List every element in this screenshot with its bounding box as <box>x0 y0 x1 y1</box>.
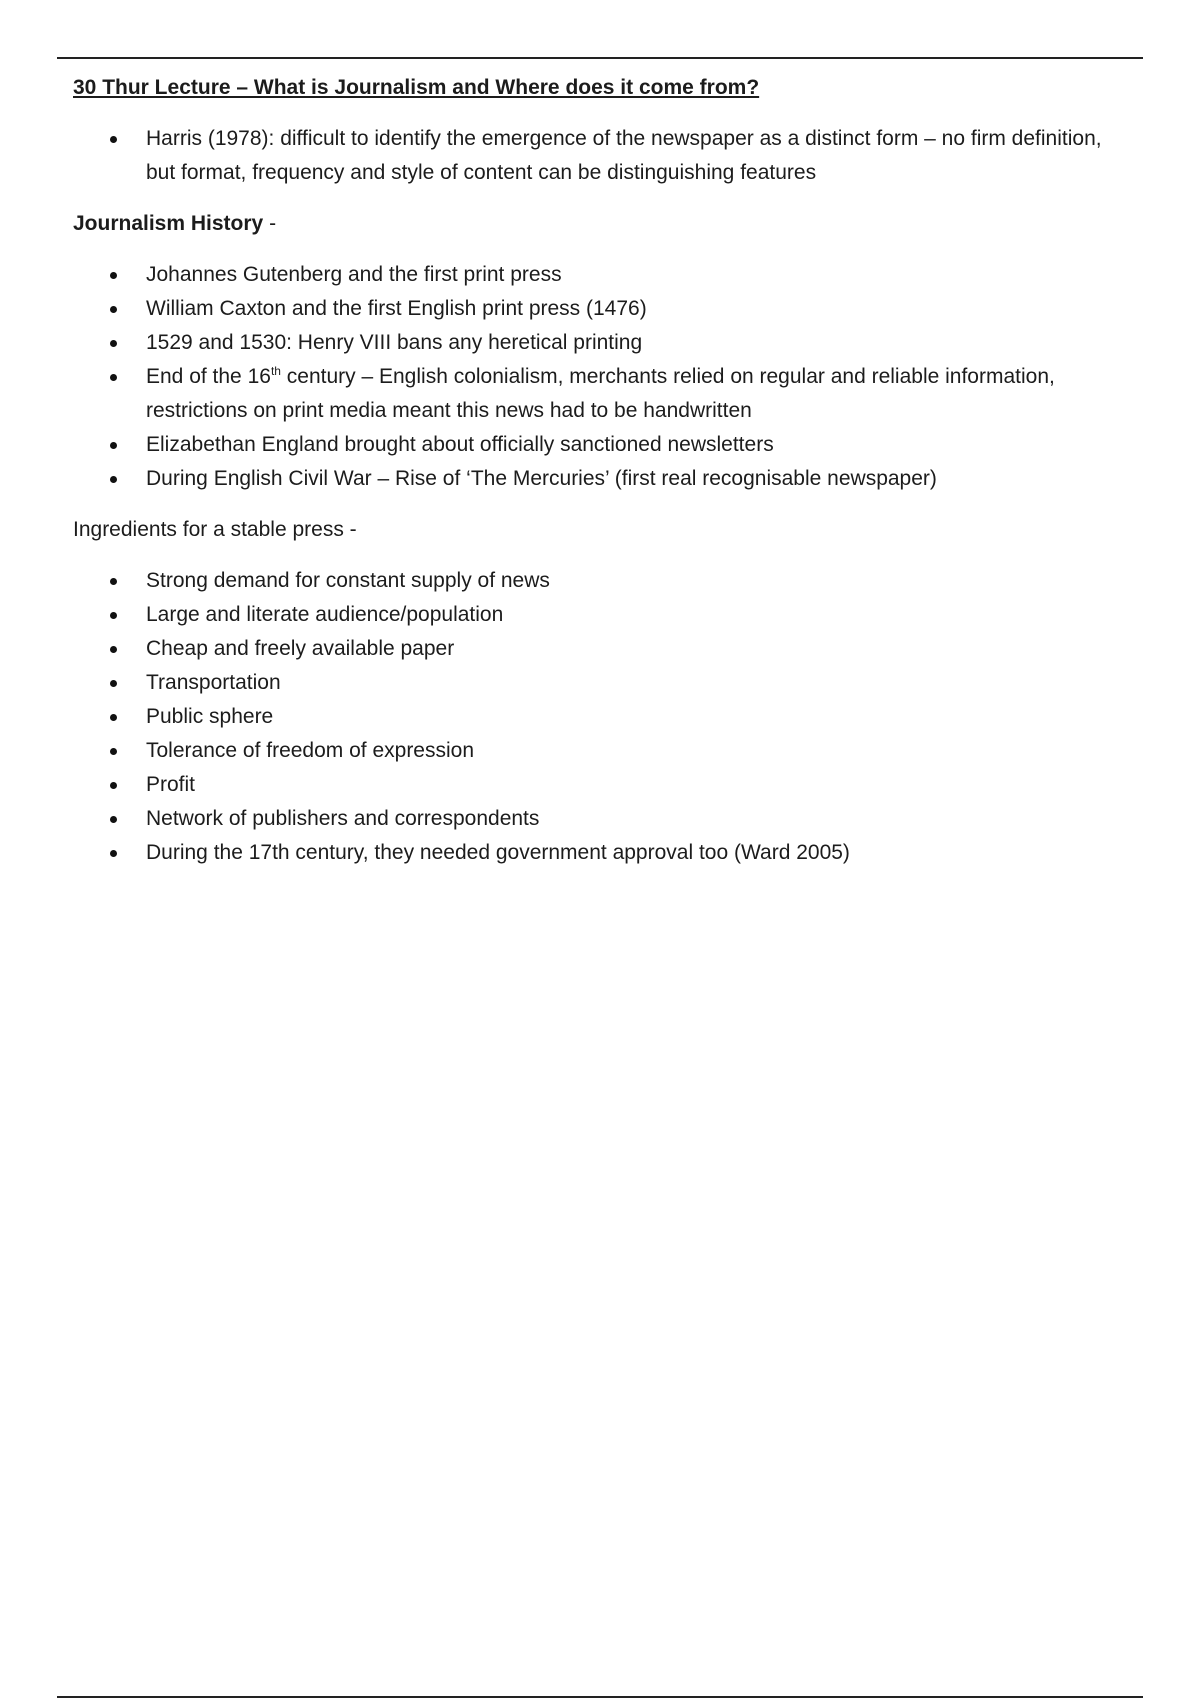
bottom-rule <box>57 1696 1143 1698</box>
list-item: Tolerance of freedom of expression <box>73 734 1123 768</box>
list-item: Elizabethan England brought about officially sanctioned newsletters <box>73 428 1123 462</box>
top-rule <box>57 57 1143 59</box>
item-text-start: End of the 16 <box>146 365 271 388</box>
history-list <box>73 258 1123 496</box>
list-item: Profit <box>73 768 1123 802</box>
list-item: During the 17th century, they needed government approval too (Ward 2005) <box>73 836 1123 870</box>
list-item: During English Civil War – Rise of ‘The Mercuries’ (first real recognisable newspaper) <box>73 462 1123 496</box>
list-item <box>73 360 1123 428</box>
list-item: Public sphere <box>73 700 1123 734</box>
list-item: William Caxton and the first English print press (1476) <box>73 292 1123 326</box>
heading-text: Journalism History <box>73 212 264 235</box>
lecture-title: 30 Thur Lecture – What is Journalism and Where does it come from? <box>73 76 760 99</box>
list-item: Harris (1978): difficult to identify the emergence of the newspaper as a distinct form – no firm definition, but format, frequency and style of content can be distinguishing features <box>73 122 1123 190</box>
journalism-history-heading <box>73 208 1123 240</box>
ordinal-suffix: th <box>270 364 281 378</box>
list-item: Johannes Gutenberg and the first print press <box>73 258 1123 292</box>
ingredients-heading: Ingredients for a stable press - <box>73 518 357 541</box>
list-item: Large and literate audience/population <box>73 598 1123 632</box>
list-item: Transportation <box>73 666 1123 700</box>
intro-list <box>73 122 1123 190</box>
list-item: Cheap and freely available paper <box>73 632 1123 666</box>
heading-suffix: - <box>263 212 277 235</box>
list-item: Strong demand for constant supply of news <box>73 564 1123 598</box>
item-text-end: century – English colonialism, merchants relied on regular and reliable information, restrictions on print media meant this news had to be handwritten <box>146 365 1055 422</box>
document-body <box>73 72 1123 888</box>
list-item: Network of publishers and correspondents <box>73 802 1123 836</box>
list-item: 1529 and 1530: Henry VIII bans any heretical printing <box>73 326 1123 360</box>
ingredients-list <box>73 564 1123 870</box>
